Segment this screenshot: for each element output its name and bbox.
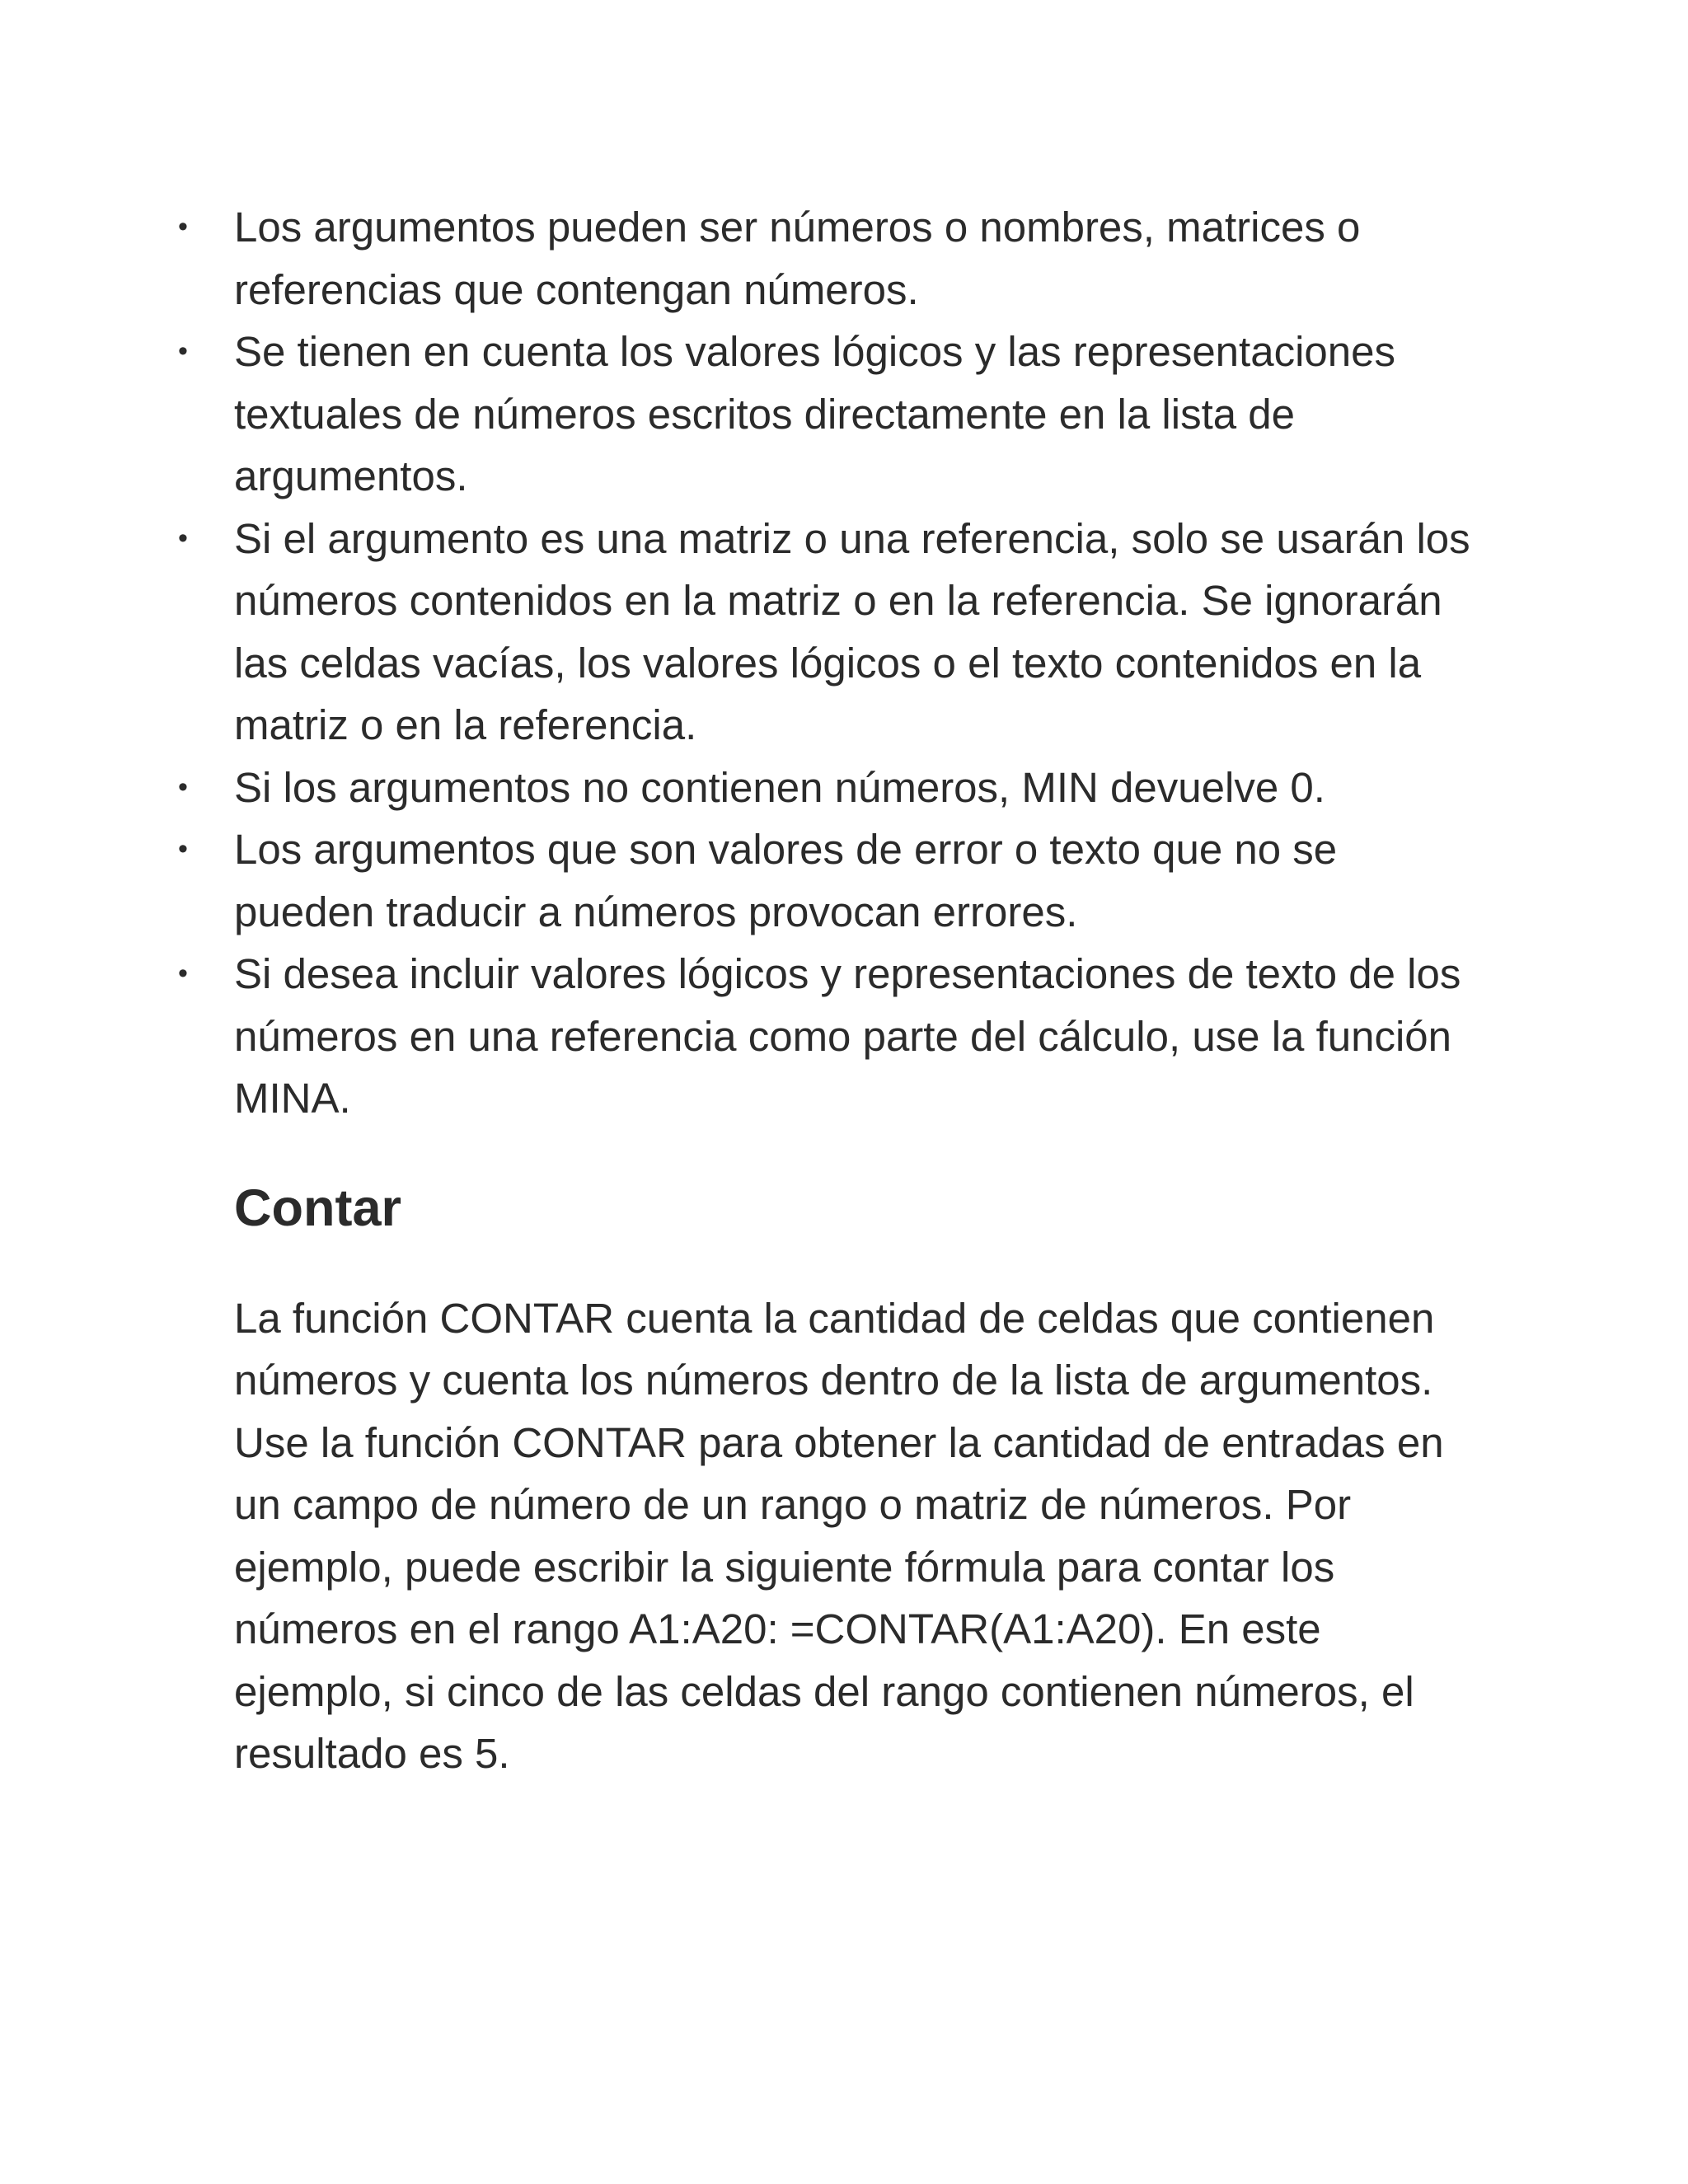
bullet-icon: • (178, 958, 188, 989)
bullet-icon: • (178, 522, 188, 554)
list-item (165, 943, 1484, 1130)
list-item-text: Si los argumentos no contienen números, MIN devuelve 0. (234, 763, 1325, 811)
list-item (165, 757, 1484, 819)
body-paragraph: La función CONTAR cuenta la cantidad de celdas que contienen números y cuenta los números dentro de la lista de argumentos. Use la función CONTAR para obtener la cantidad de entradas en un campo de número de un rango o matriz de números. Por ejemplo, puede escribir la siguiente fórmula para contar los números en el rango A1:A20: =CONTAR(A1:A20). En este ejemplo, si cinco de las celdas del rango contienen números, el resultado es 5. (234, 1294, 1444, 1777)
list-item-text: Se tienen en cuenta los valores lógicos y las representaciones textuales de números escritos directamente en la lista de argumentos. (234, 328, 1395, 499)
list-item (165, 508, 1484, 757)
list-item-text: Si el argumento es una matriz o una referencia, solo se usarán los números contenidos en la matriz o en la referencia. Se ignorarán las celdas vacías, los valores lógicos o el texto contenidos en la matriz o en la referencia. (234, 514, 1470, 748)
list-item-text: Los argumentos que son valores de error o texto que no se pueden traducir a números provocan errores. (234, 826, 1338, 935)
bullet-list (165, 196, 1484, 1130)
list-item (165, 321, 1484, 508)
document-page (165, 196, 1484, 1785)
bullet-icon: • (178, 335, 188, 367)
bullet-icon: • (178, 211, 188, 242)
list-item (165, 196, 1484, 321)
list-item-text: Los argumentos pueden ser números o nombres, matrices o referencias que contengan números. (234, 204, 1361, 313)
bullet-icon: • (178, 771, 188, 803)
list-item (165, 818, 1484, 943)
section-heading: Contar (234, 1179, 401, 1237)
list-item-text: Si desea incluir valores lógicos y representaciones de texto de los números en una referencia como parte del cálculo, use la función MINA. (234, 950, 1461, 1122)
bullet-icon: • (178, 833, 188, 865)
